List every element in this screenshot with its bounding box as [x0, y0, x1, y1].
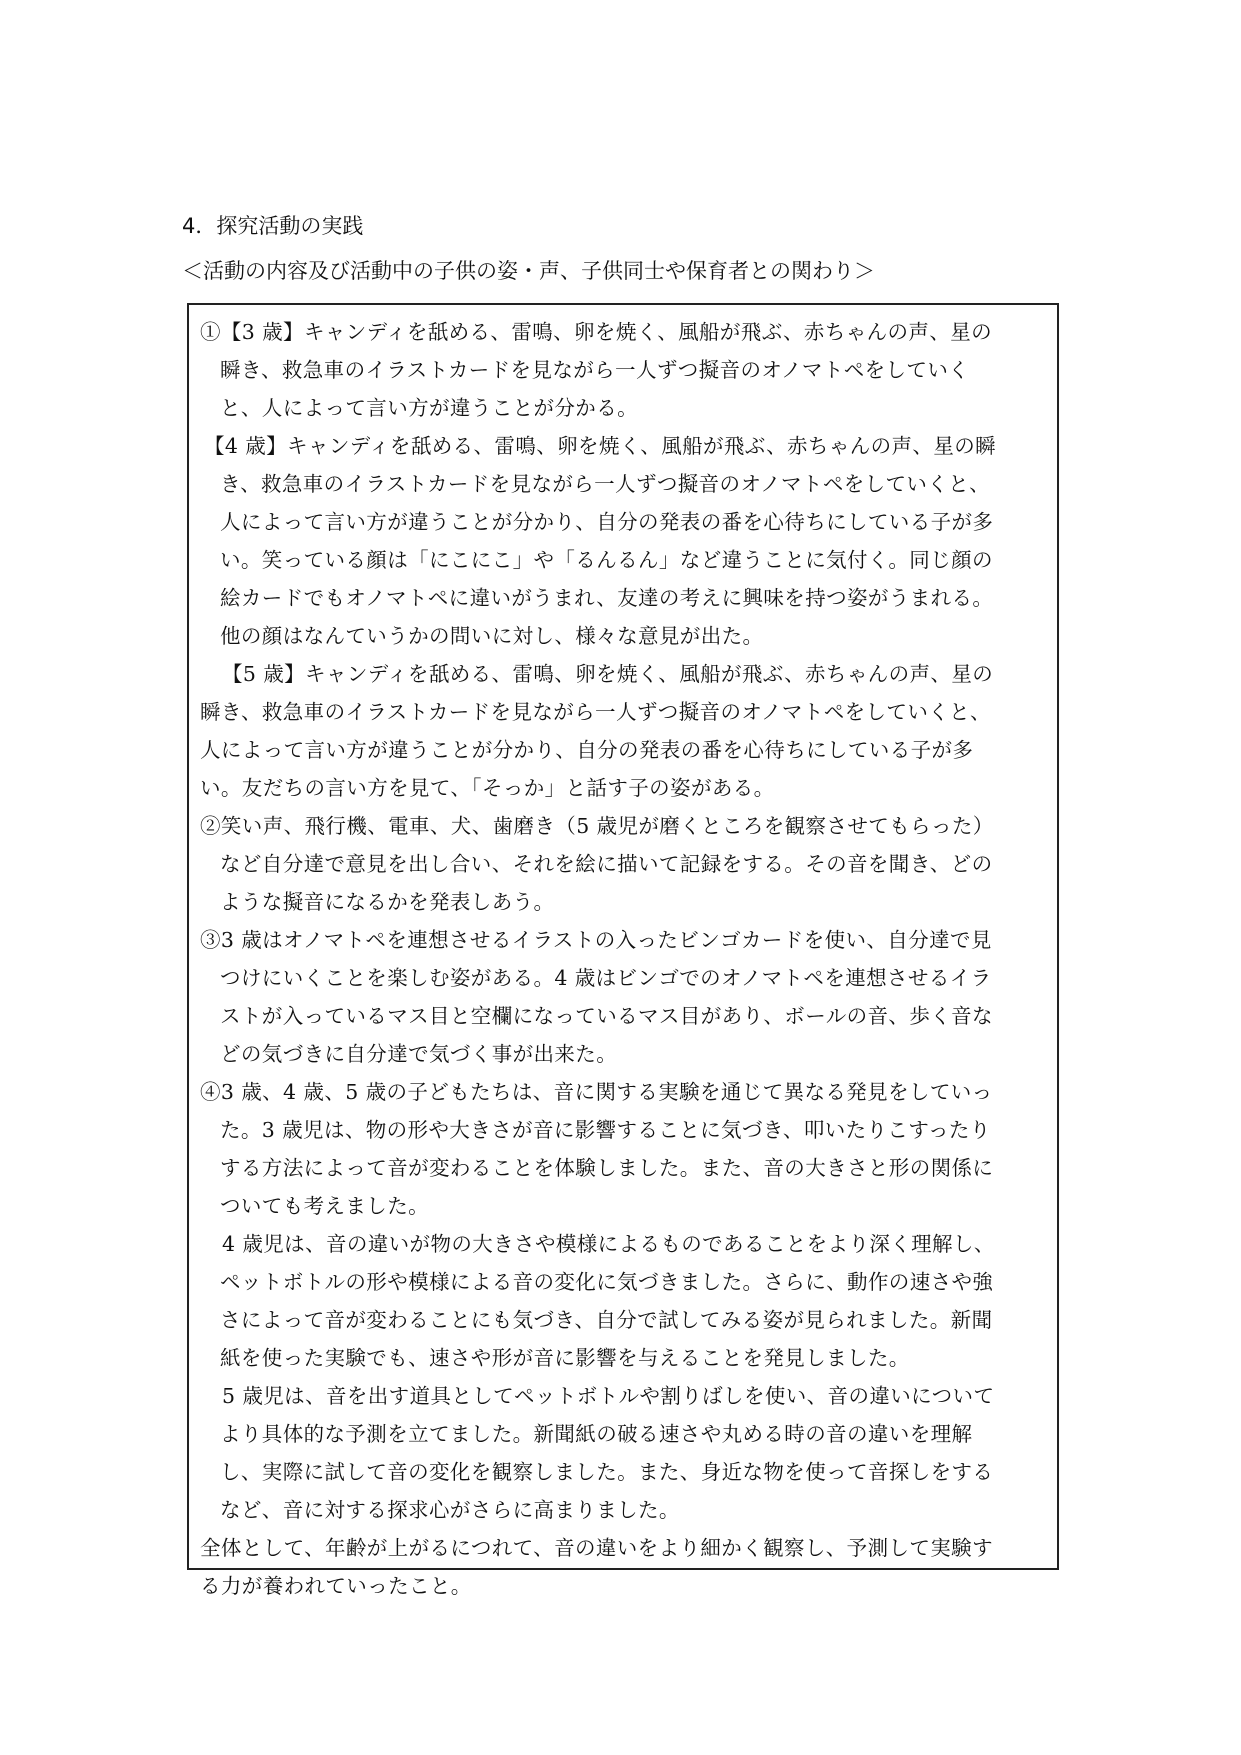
text-line: 4 歳児は、音の違いが物の大きさや模様によるものであることをより深く理解し、 [222, 1232, 995, 1256]
text-line: さによって音が変わることにも気づき、自分で試してみる姿が見られました。新聞 [220, 1308, 993, 1332]
text-line: 【4 歳】キャンディを舐める、雷鳴、卵を焼く、風船が飛ぶ、赤ちゃんの声、星の瞬 [204, 434, 997, 458]
text-line: し、実際に試して音の変化を観察しました。また、身近な物を使って音探しをする [220, 1460, 994, 1484]
text-line: 瞬き、救急車のイラストカードを見ながら一人ずつ擬音のオノマトペをしていく [220, 358, 970, 382]
text-line: る力が養われていったこと。 [200, 1574, 472, 1598]
text-line: 人によって言い方が違うことが分かり、自分の発表の番を心待ちにしている子が多 [200, 738, 974, 762]
text-line: ペットボトルの形や模様による音の変化に気づきました。さらに、動作の速さや強 [220, 1270, 994, 1294]
text-line: い。友だちの言い方を見て、「そっか」と話す子の姿がある。 [200, 776, 775, 800]
text-line: 紙を使った実験でも、速さや形が音に影響を与えることを発見しました。 [220, 1346, 910, 1370]
text-line: 人によって言い方が違うことが分かり、自分の発表の番を心待ちにしている子が多 [220, 510, 994, 534]
text-line: ②笑い声、飛行機、電車、犬、歯磨き（5 歳児が磨くところを観察させてもらった） [200, 814, 994, 838]
text-line: ような擬音になるかを発表しあう。 [220, 890, 555, 914]
text-line: ①【3 歳】キャンディを舐める、雷鳴、卵を焼く、風船が飛ぶ、赤ちゃんの声、星の [200, 320, 993, 344]
text-line: ③3 歳はオノマトペを連想させるイラストの入ったビンゴカードを使い、自分達で見 [200, 928, 992, 952]
text-line: つけにいくことを楽しむ姿がある。4 歳はビンゴでのオノマトペを連想させるイラ [220, 966, 992, 990]
text-line: 瞬き、救急車のイラストカードを見ながら一人ずつ擬音のオノマトペをしていくと、 [200, 700, 991, 724]
section-subtitle: ＜活動の内容及び活動中の子供の姿・声、子供同士や保育者との関わり＞ [182, 259, 875, 283]
text-line: と、人によって言い方が違うことが分かる。 [220, 396, 638, 420]
text-line: など自分達で意見を出し合い、それを絵に描いて記録をする。その音を聞き、どの [220, 852, 993, 876]
text-line: より具体的な予測を立てました。新聞紙の破る速さや丸める時の音の違いを理解 [220, 1422, 973, 1446]
text-line: き、救急車のイラストカードを見ながら一人ずつ擬音のオノマトペをしていくと、 [220, 472, 991, 496]
text-line: た。3 歳児は、物の形や大きさが音に影響することに気づき、叩いたりこすったり [220, 1118, 991, 1142]
text-line: する方法によって音が変わることを体験しました。また、音の大きさと形の関係に [220, 1156, 994, 1180]
text-line: 他の顔はなんていうかの問いに対し、様々な意見が出た。 [220, 624, 764, 648]
text-line: 5 歳児は、音を出す道具としてペットボトルや割りばしを使い、音の違いについて [222, 1384, 995, 1408]
text-line: など、音に対する探求心がさらに高まりました。 [220, 1498, 680, 1522]
text-line: ④3 歳、4 歳、5 歳の子どもたちは、音に関する実験を通じて異なる発見をしていっ [200, 1080, 993, 1104]
text-line: 【5 歳】キャンディを舐める、雷鳴、卵を焼く、風船が飛ぶ、赤ちゃんの声、星の [222, 662, 994, 686]
text-line: 全体として、年齢が上がるにつれて、音の違いをより細かく観察し、予測して実験す [200, 1536, 993, 1560]
text-line: どの気づきに自分達で気づく事が出来た。 [220, 1042, 618, 1066]
text-line: 絵カードでもオノマトペに違いがうまれ、友達の考えに興味を持つ姿がうまれる。 [220, 586, 994, 610]
text-line: い。笑っている顔は「にこにこ」や「るんるん」など違うことに気付く。同じ顔の [220, 548, 993, 572]
text-line: ストが入っているマス目と空欄になっているマス目があり、ボールの音、歩く音な [220, 1004, 993, 1028]
text-line: ついても考えました。 [220, 1194, 429, 1218]
section-title: 4．探究活動の実践 [182, 214, 364, 238]
